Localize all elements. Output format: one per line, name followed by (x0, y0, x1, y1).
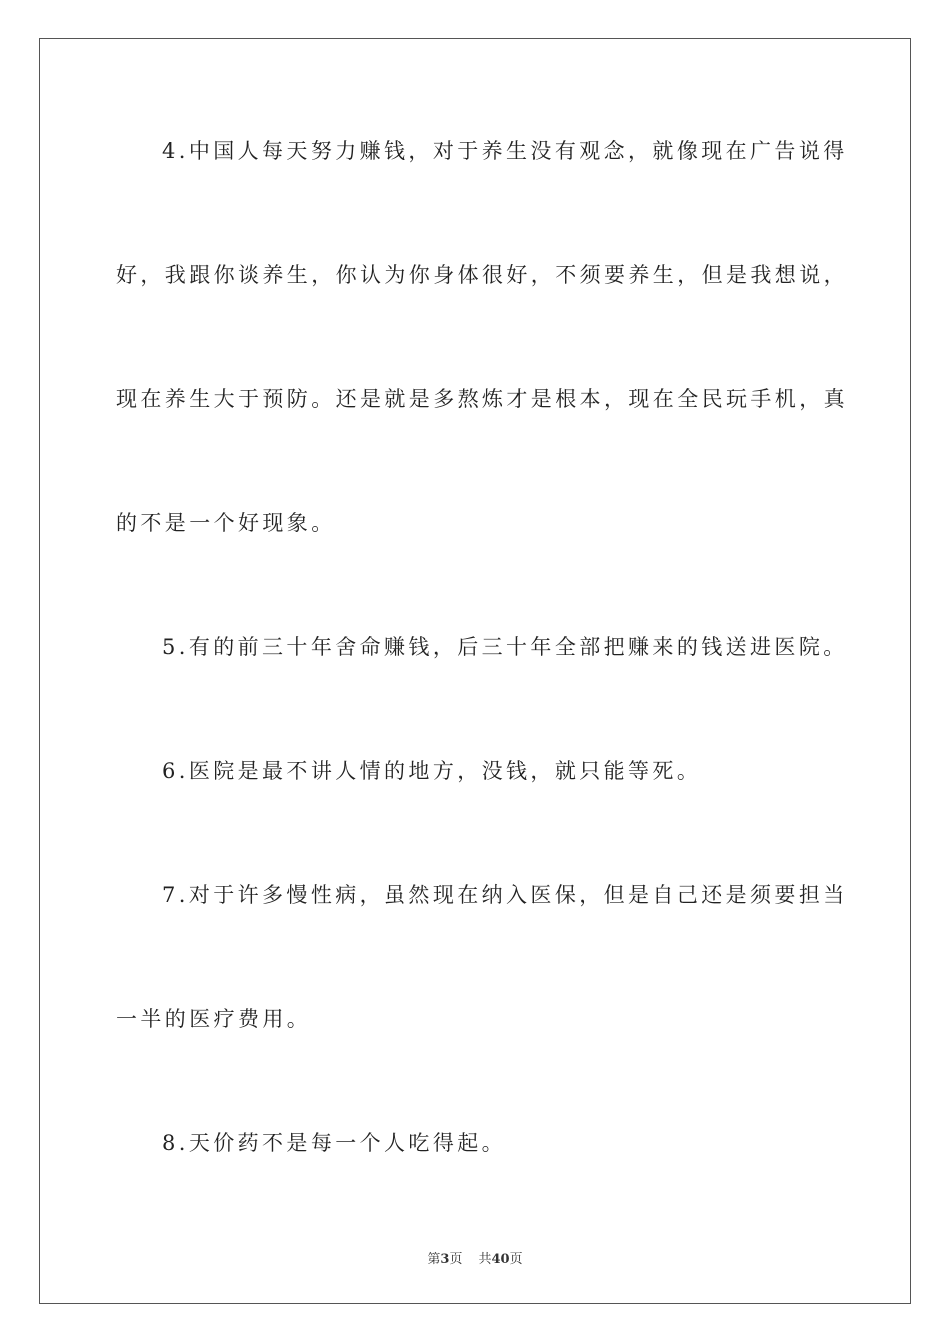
paragraph-4-line-1: 4.中国人每天努力赚钱，对于养生没有观念，就像现在广告说得 (162, 139, 848, 163)
paragraph-4-line-2: 好，我跟你谈养生，你认为你身体很好，不须要养生，但是我想说， (116, 263, 848, 287)
page-total: 40 (491, 1252, 510, 1267)
paragraph-4-line-4: 的不是一个好现象。 (116, 511, 336, 535)
paragraph-8: 8.天价药不是每一个人吃得起。 (162, 1131, 507, 1155)
page-current: 3 (440, 1252, 450, 1267)
paragraph-7-line-2: 一半的医疗费用。 (116, 1007, 312, 1031)
total-prefix: 共 (478, 1252, 492, 1267)
paragraph-6: 6.医院是最不讲人情的地方，没钱，就只能等死。 (162, 759, 702, 783)
page-prefix: 第 (427, 1252, 441, 1267)
page-unit: 页 (449, 1252, 463, 1267)
paragraph-4-line-3: 现在养生大于预防。还是就是多熬炼才是根本，现在全民玩手机，真 (116, 387, 848, 411)
paragraph-7-line-1: 7.对于许多慢性病，虽然现在纳入医保，但是自己还是须要担当 (162, 883, 848, 907)
paragraph-5: 5.有的前三十年舍命赚钱，后三十年全部把赚来的钱送进医院。 (162, 635, 848, 659)
page-footer (0, 1248, 950, 1267)
page-frame (39, 38, 911, 1304)
total-unit: 页 (509, 1252, 523, 1267)
